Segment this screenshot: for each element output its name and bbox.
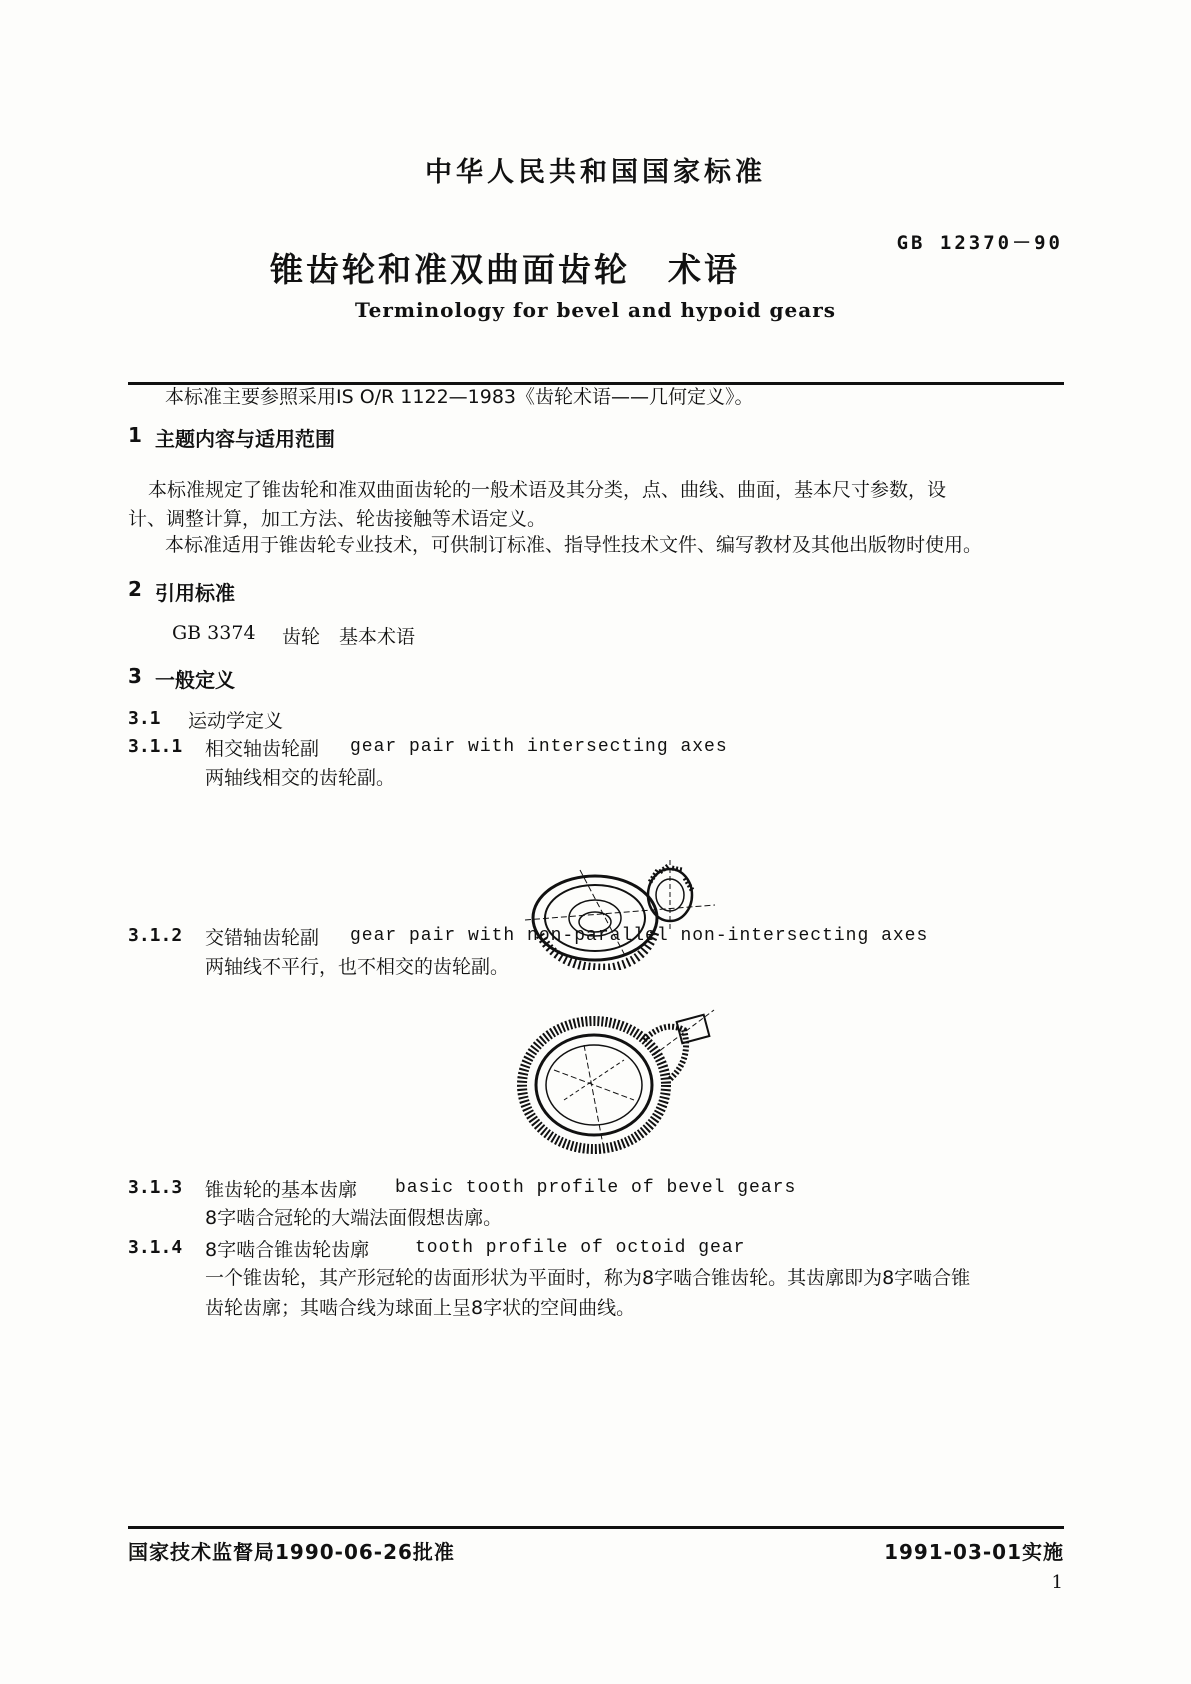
clause-3-1-1-definition: 两轴线相交的齿轮副。 [205,767,396,789]
section-3-number: 3 [128,664,142,688]
section-2-title: 引用标准 [155,581,235,605]
standard-number: GB 12370－90 [896,232,1063,254]
clause-3-1-3-definition: 8字啮合冠轮的大端法面假想齿廓。 [205,1207,503,1229]
section-3-title: 一般定义 [155,668,235,692]
hypoid-gear-pair-figure [514,1000,724,1160]
effective-date: 1991-03-01实施 [884,1540,1064,1564]
clause-3-1-2-term-cn: 交错轴齿轮副 [205,927,320,949]
clause-3-1-3-term-en: basic tooth profile of bevel gears [395,1178,797,1198]
clause-3-1-4-definition-line2: 齿轮齿廓；其啮合线为球面上呈8字状的空间曲线。 [205,1297,636,1319]
clause-3-1-1-term-en: gear pair with intersecting axes [350,737,728,757]
section-1-para1-line2: 计、调整计算，加工方法、轮齿接触等术语定义。 [128,508,547,530]
section-1-title: 主题内容与适用范围 [155,427,335,451]
clause-3-1-2-definition: 两轴线不平行，也不相交的齿轮副。 [205,956,510,978]
page-number: 1 [1051,1572,1063,1593]
footer-rule [128,1526,1064,1529]
approval-date: 国家技术监督局1990-06-26批准 [128,1540,455,1564]
clause-3-1-4-definition-line1: 一个锥齿轮，其产形冠轮的齿面形状为平面时，称为8字啮合锥齿轮。其齿廓即为8字啮合锥 [205,1267,971,1289]
clause-3-1-1-number: 3.1.1 [128,736,183,757]
clause-3-1-3-number: 3.1.3 [128,1177,183,1198]
section-1-para1-line1: 本标准规定了锥齿轮和准双曲面齿轮的一般术语及其分类，点、曲线、曲面，基本尺寸参数，设 [148,479,947,501]
bevel-gear-pair-figure [520,860,720,970]
document-title-en: Terminology for bevel and hypoid gears [355,298,836,322]
clause-3-1-title: 运动学定义 [188,710,284,732]
reference-code: GB 3374 [172,622,256,644]
clause-3-1-4-number: 3.1.4 [128,1237,183,1258]
clause-3-1-2-term-en: gear pair with non-parallel non-intersecting axes [350,926,929,946]
document-title-cn [270,244,740,291]
reference-title: 齿轮 基本术语 [282,626,416,648]
clause-3-1-4-term-en: tooth profile of octoid gear [415,1238,746,1258]
title-cn-part2: 术语 [668,250,740,289]
section-1-number: 1 [128,423,142,447]
clause-3-1-2-number: 3.1.2 [128,925,183,946]
clause-3-1-3-term-cn: 锥齿轮的基本齿廓 [205,1179,358,1201]
issuing-authority: 中华人民共和国国家标准 [425,157,766,188]
section-2-number: 2 [128,577,142,601]
section-1-para2: 本标准适用于锥齿轮专业技术，可供制订标准、指导性技术文件、编写教材及其他出版物时使用。 [165,534,983,556]
clause-3-1-1-term-cn: 相交轴齿轮副 [205,738,320,760]
clause-3-1-4-term-cn: 8字啮合锥齿轮齿廓 [205,1239,370,1261]
intro-paragraph: 本标准主要参照采用IS O/R 1122—1983《齿轮术语——几何定义》。 [165,386,754,408]
title-cn-part1: 锥齿轮和准双曲面齿轮 [270,250,630,289]
clause-3-1-number: 3.1 [128,708,161,729]
